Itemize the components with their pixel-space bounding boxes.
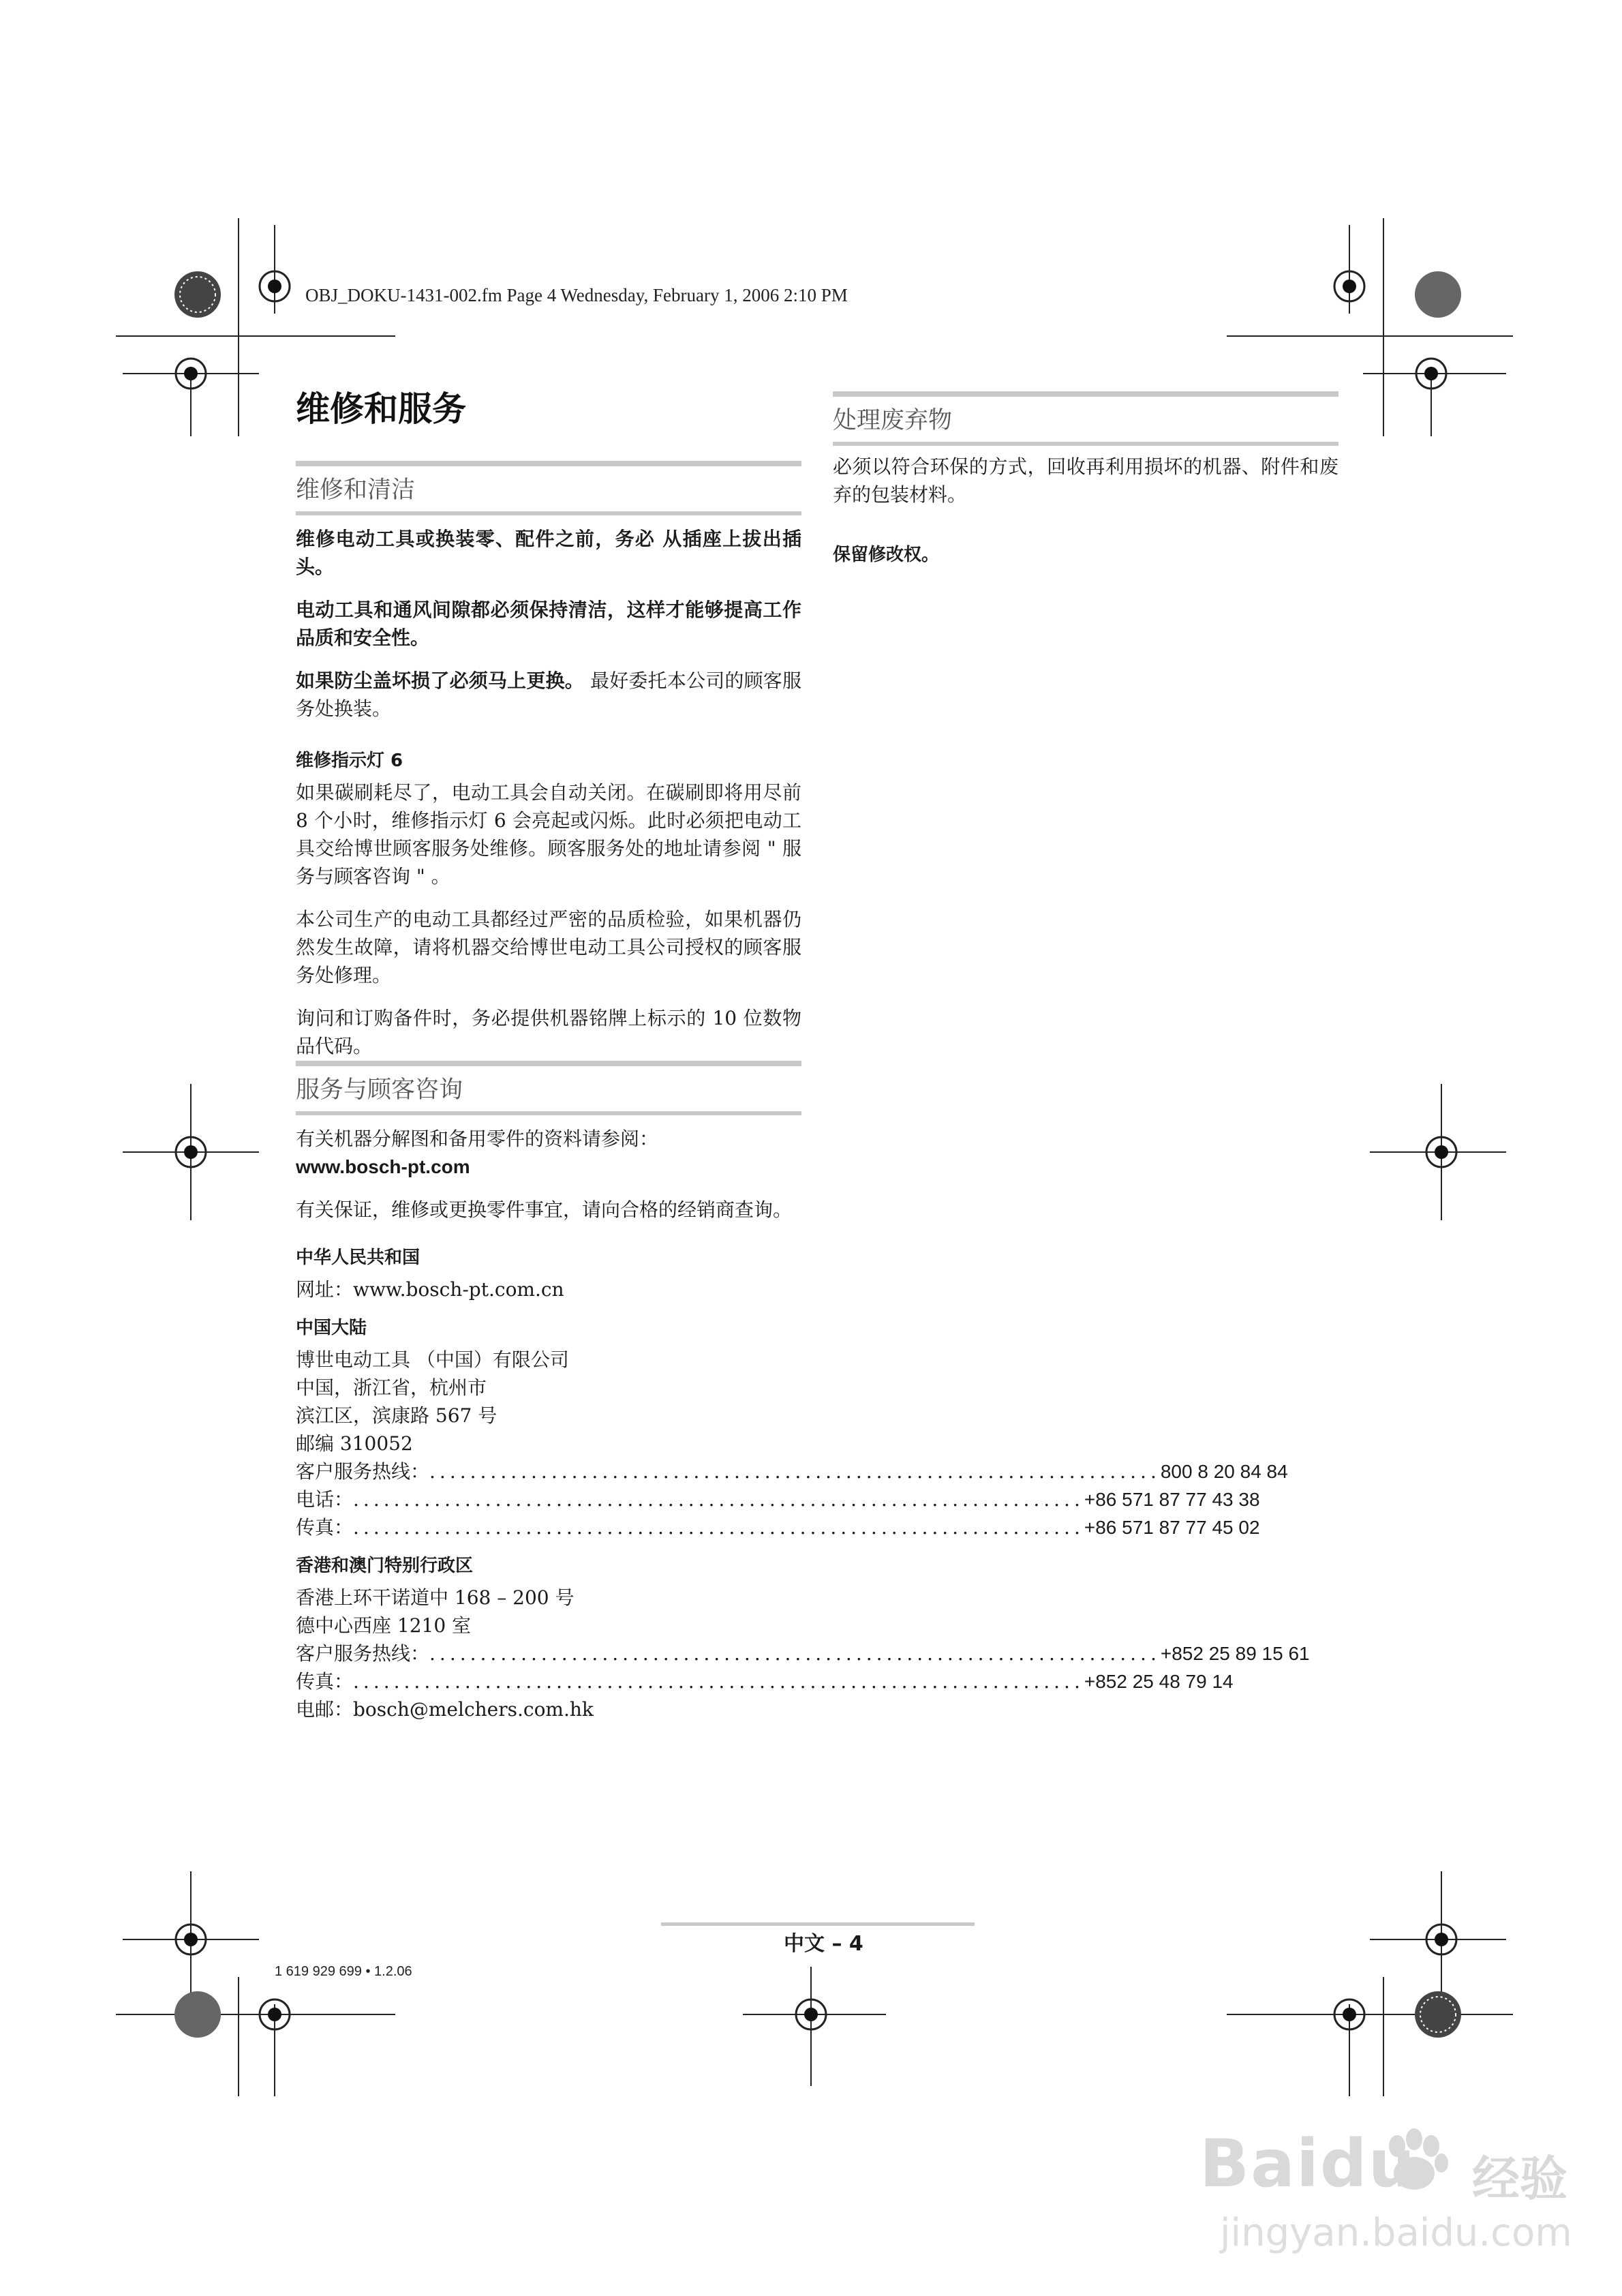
footer-divider bbox=[661, 1922, 975, 1926]
mainland-line: 滨江区，滨康路 567 号 bbox=[296, 1404, 498, 1427]
section-header-service bbox=[296, 1061, 801, 1115]
service-url-link[interactable]: www.bosch-pt.com bbox=[296, 1156, 470, 1177]
page-title: 维修和服务 bbox=[296, 389, 466, 429]
contact-value: +852 25 89 15 61 bbox=[1160, 1643, 1310, 1664]
mainland-hotline: 客户服务热线： ........................................................................ 800 8 20 84 84 bbox=[296, 1457, 801, 1485]
watermark-suffix: 经验 bbox=[1472, 2151, 1567, 2207]
service-intro: 有关机器分解图和备用零件的资料请参阅： bbox=[296, 1128, 659, 1150]
contact-value: +86 571 87 77 45 02 bbox=[1084, 1517, 1260, 1538]
section-title-maintenance: 维修和清洁 bbox=[296, 477, 416, 504]
maintenance-warning-unplug: 维修电动工具或换装零、配件之前，务必 从插座上拔出插头。 bbox=[296, 528, 801, 578]
indicator-paragraph: 如果碳刷耗尽了，电动工具会自动关闭。在碳刷即将用尽前 8 个小时，维修指示灯 6 会亮起或闪烁。此时必须把电动工具交给博世顾客服务处维修。顾客服务处的地址请参阅 " 服务与顾客咨询 " 。 bbox=[296, 781, 801, 888]
service-warranty: 有关保证，维修或更换零件事宜，请向合格的经销商查询。 bbox=[296, 1198, 793, 1221]
maintenance-keep-clean: 电动工具和通风间隙都必须保持清洁，这样才能够提高工作品质和安全性。 bbox=[296, 599, 801, 649]
hk-email: 电邮：bosch@melchers.com.hk bbox=[296, 1698, 594, 1721]
hk-heading: 香港和澳门特别行政区 bbox=[296, 1556, 474, 1576]
mainland-phone: 电话： ........................................................................ +86 571 87 77 43 38 bbox=[296, 1485, 801, 1513]
section-header-maintenance bbox=[296, 461, 801, 515]
section-header-disposal bbox=[833, 391, 1338, 446]
section-title-service: 服务与顾客咨询 bbox=[296, 1076, 463, 1104]
dust-cover-bold: 如果防尘盖坏损了必须马上更换。 bbox=[296, 669, 584, 692]
contact-label: 传真： bbox=[296, 1670, 354, 1693]
watermark-url: jingyan.baidu.com bbox=[1220, 2211, 1572, 2255]
disposal-paragraph: 必须以符合环保的方式，回收再利用损坏的机器、附件和废弃的包装材料。 bbox=[833, 455, 1338, 506]
baidu-watermark bbox=[1179, 2098, 1588, 2269]
rights-reserved: 保留修改权。 bbox=[833, 545, 940, 565]
dust-cover-rest: 最好委托本公司的顾客服务处换装。 bbox=[296, 669, 801, 720]
doc-number: 1 619 929 699 • 1.2.06 bbox=[275, 1964, 412, 1979]
disposal-content bbox=[833, 453, 1338, 573]
maintenance-dust-cover bbox=[296, 667, 801, 723]
file-header: OBJ_DOKU-1431-002.fm Page 4 Wednesday, February 1, 2006 2:10 PM bbox=[305, 285, 848, 305]
spare-parts-paragraph: 询问和订购备件时，务必提供机器铭牌上标示的 10 位数物品代码。 bbox=[296, 1007, 801, 1057]
contact-value: +852 25 48 79 14 bbox=[1084, 1671, 1234, 1692]
hk-fax: 传真： ........................................................................ +852 25 48 79 14 bbox=[296, 1667, 801, 1695]
mainland-line: 中国，浙江省，杭州市 bbox=[296, 1376, 487, 1399]
contact-label: 传真： bbox=[296, 1516, 354, 1539]
mainland-line: 邮编 310052 bbox=[296, 1432, 413, 1455]
contact-value: +86 571 87 77 43 38 bbox=[1084, 1489, 1260, 1510]
mainland-fax: 传真： ........................................................................ +86 571 87 77 45 02 bbox=[296, 1513, 801, 1541]
watermark-brand: Baidu bbox=[1199, 2126, 1416, 2202]
prc-heading: 中华人民共和国 bbox=[296, 1248, 420, 1268]
hk-line: 香港上环干诺道中 168 – 200 号 bbox=[296, 1586, 575, 1609]
maintenance-content bbox=[296, 525, 801, 1075]
quality-paragraph: 本公司生产的电动工具都经过严密的品质检验，如果机器仍然发生故障，请将机器交给博世电动工具公司授权的顾客服务处修理。 bbox=[296, 908, 801, 986]
contact-label: 客户服务热线： bbox=[296, 1460, 430, 1483]
hk-line: 德中心西座 1210 室 bbox=[296, 1614, 472, 1637]
contact-value: 800 8 20 84 84 bbox=[1160, 1461, 1288, 1482]
contact-label: 客户服务热线： bbox=[296, 1642, 430, 1665]
contact-label: 电话： bbox=[296, 1488, 354, 1511]
mainland-heading: 中国大陆 bbox=[296, 1318, 367, 1338]
hk-hotline: 客户服务热线： ........................................................................ +852 25 89 15 61 bbox=[296, 1640, 801, 1667]
page-number: 中文 – 4 bbox=[784, 1932, 863, 1956]
section-title-disposal: 处理废弃物 bbox=[833, 407, 953, 434]
mainland-line: 博世电动工具 （中国）有限公司 bbox=[296, 1348, 569, 1371]
indicator-heading: 维修指示灯 6 bbox=[296, 751, 403, 771]
prc-website: 网址：www.bosch-pt.com.cn bbox=[296, 1278, 564, 1301]
service-content bbox=[296, 1125, 1310, 1723]
